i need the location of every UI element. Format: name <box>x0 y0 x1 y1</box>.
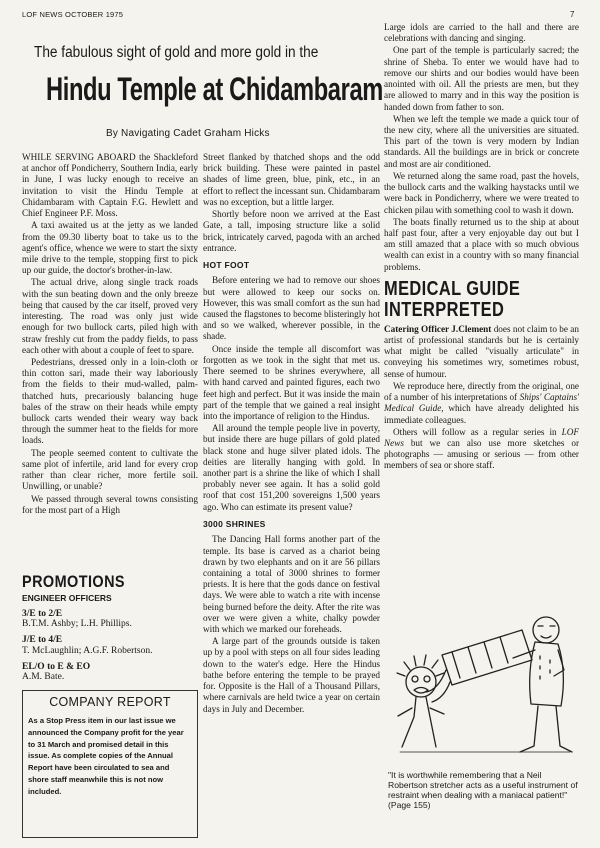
article-paragraph: One part of the temple is particularly sacred; the shrine of Sheba. To enter we would have had to remove our shirts and our bodies would have been anointed with oil. All the priests are men, but they are allowed to marry and in this way the position is handed down from father to son. <box>384 45 579 112</box>
article-byline: By Navigating Cadet Graham Hicks <box>106 128 270 139</box>
publication-reference: LOF News <box>384 426 579 448</box>
promotion-names: T. McLaughlin; A.G.F. Robertson. <box>22 645 153 656</box>
company-report-body: As a Stop Press item in our last issue we announced the Company profit for the year to 31 March and promised detail in this issue. As complete copies of the Annual Report have been circulated to sea and shore staff meanwhile this is not now included. <box>28 716 184 796</box>
article-paragraph: Before entering we had to remove our shoes but were allowed to keep our socks on. However, this was small comfort as the sun had caused the flagstones to become blisteringly hot and so we walked, wherever possible, in the shade. <box>203 275 380 342</box>
promotion-grade: J/E to 4/E <box>22 635 63 646</box>
article-column-1 <box>22 152 198 517</box>
running-header: LOF NEWS OCTOBER 1975 <box>22 10 124 19</box>
cartoon-illustration <box>390 600 580 765</box>
medical-text: does not claim to be an artist of professional standards but he is certainly what might be called "visually articulate" in conveying his sometimes wry, sometimes robust, sense of humour. <box>384 323 579 379</box>
medical-text: Others will follow as a regular series in <box>393 426 562 437</box>
article-paragraph: A taxi awaited us at the jetty as we landed from the 09.30 liberty boat to take us to the agent's office, whence we were to start the sixty mile drive to the temple, stopping first to pick up our guide, the doctor's brother-in-law. <box>22 220 198 276</box>
medical-paragraph <box>384 324 579 380</box>
article-paragraph: Once inside the temple all discomfort was forgotten as we took in the sight that met us. There seemed to be shrines everywhere, all with hand carved and painted figures, each two feet high and perfect. But it was inside the main part of the temple that we gained a real insight into the importance of religion to the Hindus. <box>203 343 380 421</box>
article-paragraph: Shortly before noon we arrived at the East Gate, a tall, imposing structure like a solid brick, intricately carved, pagoda with an arched entrance. <box>203 209 380 253</box>
article-paragraph: The Dancing Hall forms another part of the temple. Its base is carved as a chariot being drawn by two elephants and on it are 56 pillars containing a total of 3000 shrines to former priests. It is here that the gods dance on festival days. We were able to watch a rite with incense being burned before the deity. After the rite was over we were given a white, chalky powder with which we marked our foreheads. <box>203 534 380 635</box>
promotion-group <box>22 609 200 630</box>
article-paragraph: The people seemed content to cultivate the same plot of infertile, arid land for every crop rather than clear richer, more fertile soil. Unwilling, or unable? <box>22 447 198 492</box>
stretcher <box>426 630 532 702</box>
company-report-title: COMPANY REPORT <box>49 695 171 709</box>
promotions-title: PROMOTIONS <box>22 572 125 591</box>
promotion-names: B.T.M. Ashby; L.H. Phillips. <box>22 619 132 630</box>
medical-text: but we can also use more sketches or photographs — amusing or serious — from other members of sea or shore staff. <box>384 438 579 471</box>
medical-paragraph <box>384 427 579 472</box>
promotion-grade: EL/O to E & EO <box>22 661 91 672</box>
medical-text: We reproduce here, directly from the original, one of a number of his interpretations of <box>384 380 579 403</box>
article-column-3 <box>384 22 579 473</box>
subheading-3000-shrines: 3000 SHRINES <box>203 518 266 529</box>
medical-text: which have already delighted his immediate colleagues. <box>384 403 579 425</box>
promotions-section <box>22 572 200 683</box>
article-paragraph: The actual drive, along single track roads with the sun beating down and the only breeze being that caused by the car itself, proved very interesting. The road was only just wide enough for two bullock carts, piled high with straw freshly cut from the paddy fields, to pass each other with about a couple of feet to spare. <box>22 277 198 355</box>
article-paragraph: All around the temple people live in poverty, but inside there are huge pillars of gold plated black stone and huge silver plated idols. The deities are literally hanging with gold. In another part is a shrine the like of which I shall probably never see again. It has a solid gold roof that cost 151,200 sovereigns 1,500 years ago. Who can estimate its present value? <box>203 423 380 512</box>
article-paragraph: Street flanked by thatched shops and the odd brick building. These were painted in pastel shades of lime green, blue, pink, etc., in an effort to reflect the incessant sun. Chidambaram was no exception, but a little larger. <box>203 152 380 207</box>
medical-title-line: MEDICAL GUIDE <box>384 277 521 300</box>
medical-guide-reference: Ships' Captains' Medical Guide, <box>384 392 580 414</box>
article-paragraph: Large idols are carried to the hall and there are celebrations with dancing and singing. <box>384 22 579 44</box>
subheading-hot-foot: HOT FOOT <box>203 259 250 270</box>
attendant-figure <box>513 617 572 752</box>
cartoon-caption: "It is worthwhile remembering that a Neil Robertson stretcher acts as a useful instrument of restraint when dealing with a maniacal patient!" (Page 155) <box>388 770 578 811</box>
article-paragraph: We returned along the same road, past the hovels, the bullock carts and the walking haystacks until we were back in Pondicherry, where we were treated to chicken pilau with something cool to wash it down. <box>384 170 579 215</box>
medical-guide-title <box>384 279 544 321</box>
article-paragraph: We passed through several towns consisting for the most part of a High <box>22 493 198 515</box>
promotion-names: A.M. Bate. <box>22 672 65 683</box>
page-number: 7 <box>570 10 575 19</box>
article-kicker: The fabulous sight of gold and more gold in the <box>34 44 319 61</box>
article-paragraph: When we left the temple we made a quick tour of the new city, where all the universities are situated. This part of the town is very modern by Indian standards. All the buildings are in brick or concrete and most are air conditioned. <box>384 113 579 169</box>
promotions-subtitle: ENGINEER OFFICERS <box>22 593 112 603</box>
promotion-grade: 3/E to 2/E <box>22 609 63 619</box>
medical-author: Catering Officer J.Clement <box>384 323 492 334</box>
article-paragraph: A large part of the grounds outside is taken up by a pool with steps on all four sides leading down to the water's edge. Here the Hindus bathe before entering the temple to be prayed for. Opposite is the Hall of a Thousand Pillars, where carnivals are held twice a year on certain days in July and December. <box>203 636 380 714</box>
article-headline: Hindu Temple at Chidambaram <box>46 71 383 107</box>
promotion-group <box>22 662 200 683</box>
article-column-2 <box>203 152 380 716</box>
article-paragraph: Pedestrians, dressed only in a loin-cloth or thin cotton sari, made their way laboriously from the fields to their mud-walled, palm-thatched huts, precariously balancing huge bales of the straw on their heads while empty bullock carts wended their weary way back through the summer heat to the fields for more loads. <box>22 356 198 446</box>
medical-paragraph <box>384 381 579 426</box>
medical-title-line: INTERPRETED <box>384 298 505 321</box>
article-paragraph: WHILE SERVING ABOARD the Shackleford at anchor off Pondicherry, Southern India, early in June, I was lucky enough to receive an invitation to visit the Hindu Temple at Chidambaram with Captain F.G. Hewlett and Chief Engineer P.F. Moss. <box>22 152 198 219</box>
company-report-box <box>22 690 198 838</box>
promotion-group <box>22 635 200 656</box>
article-paragraph: The boats finally returned us to the ship at about half past four, after a very enjoyable day out but I am still amazed that a place with so much obvious wealth can exist in a country with so many financial problems. <box>384 216 579 272</box>
patient-figure <box>397 655 444 747</box>
